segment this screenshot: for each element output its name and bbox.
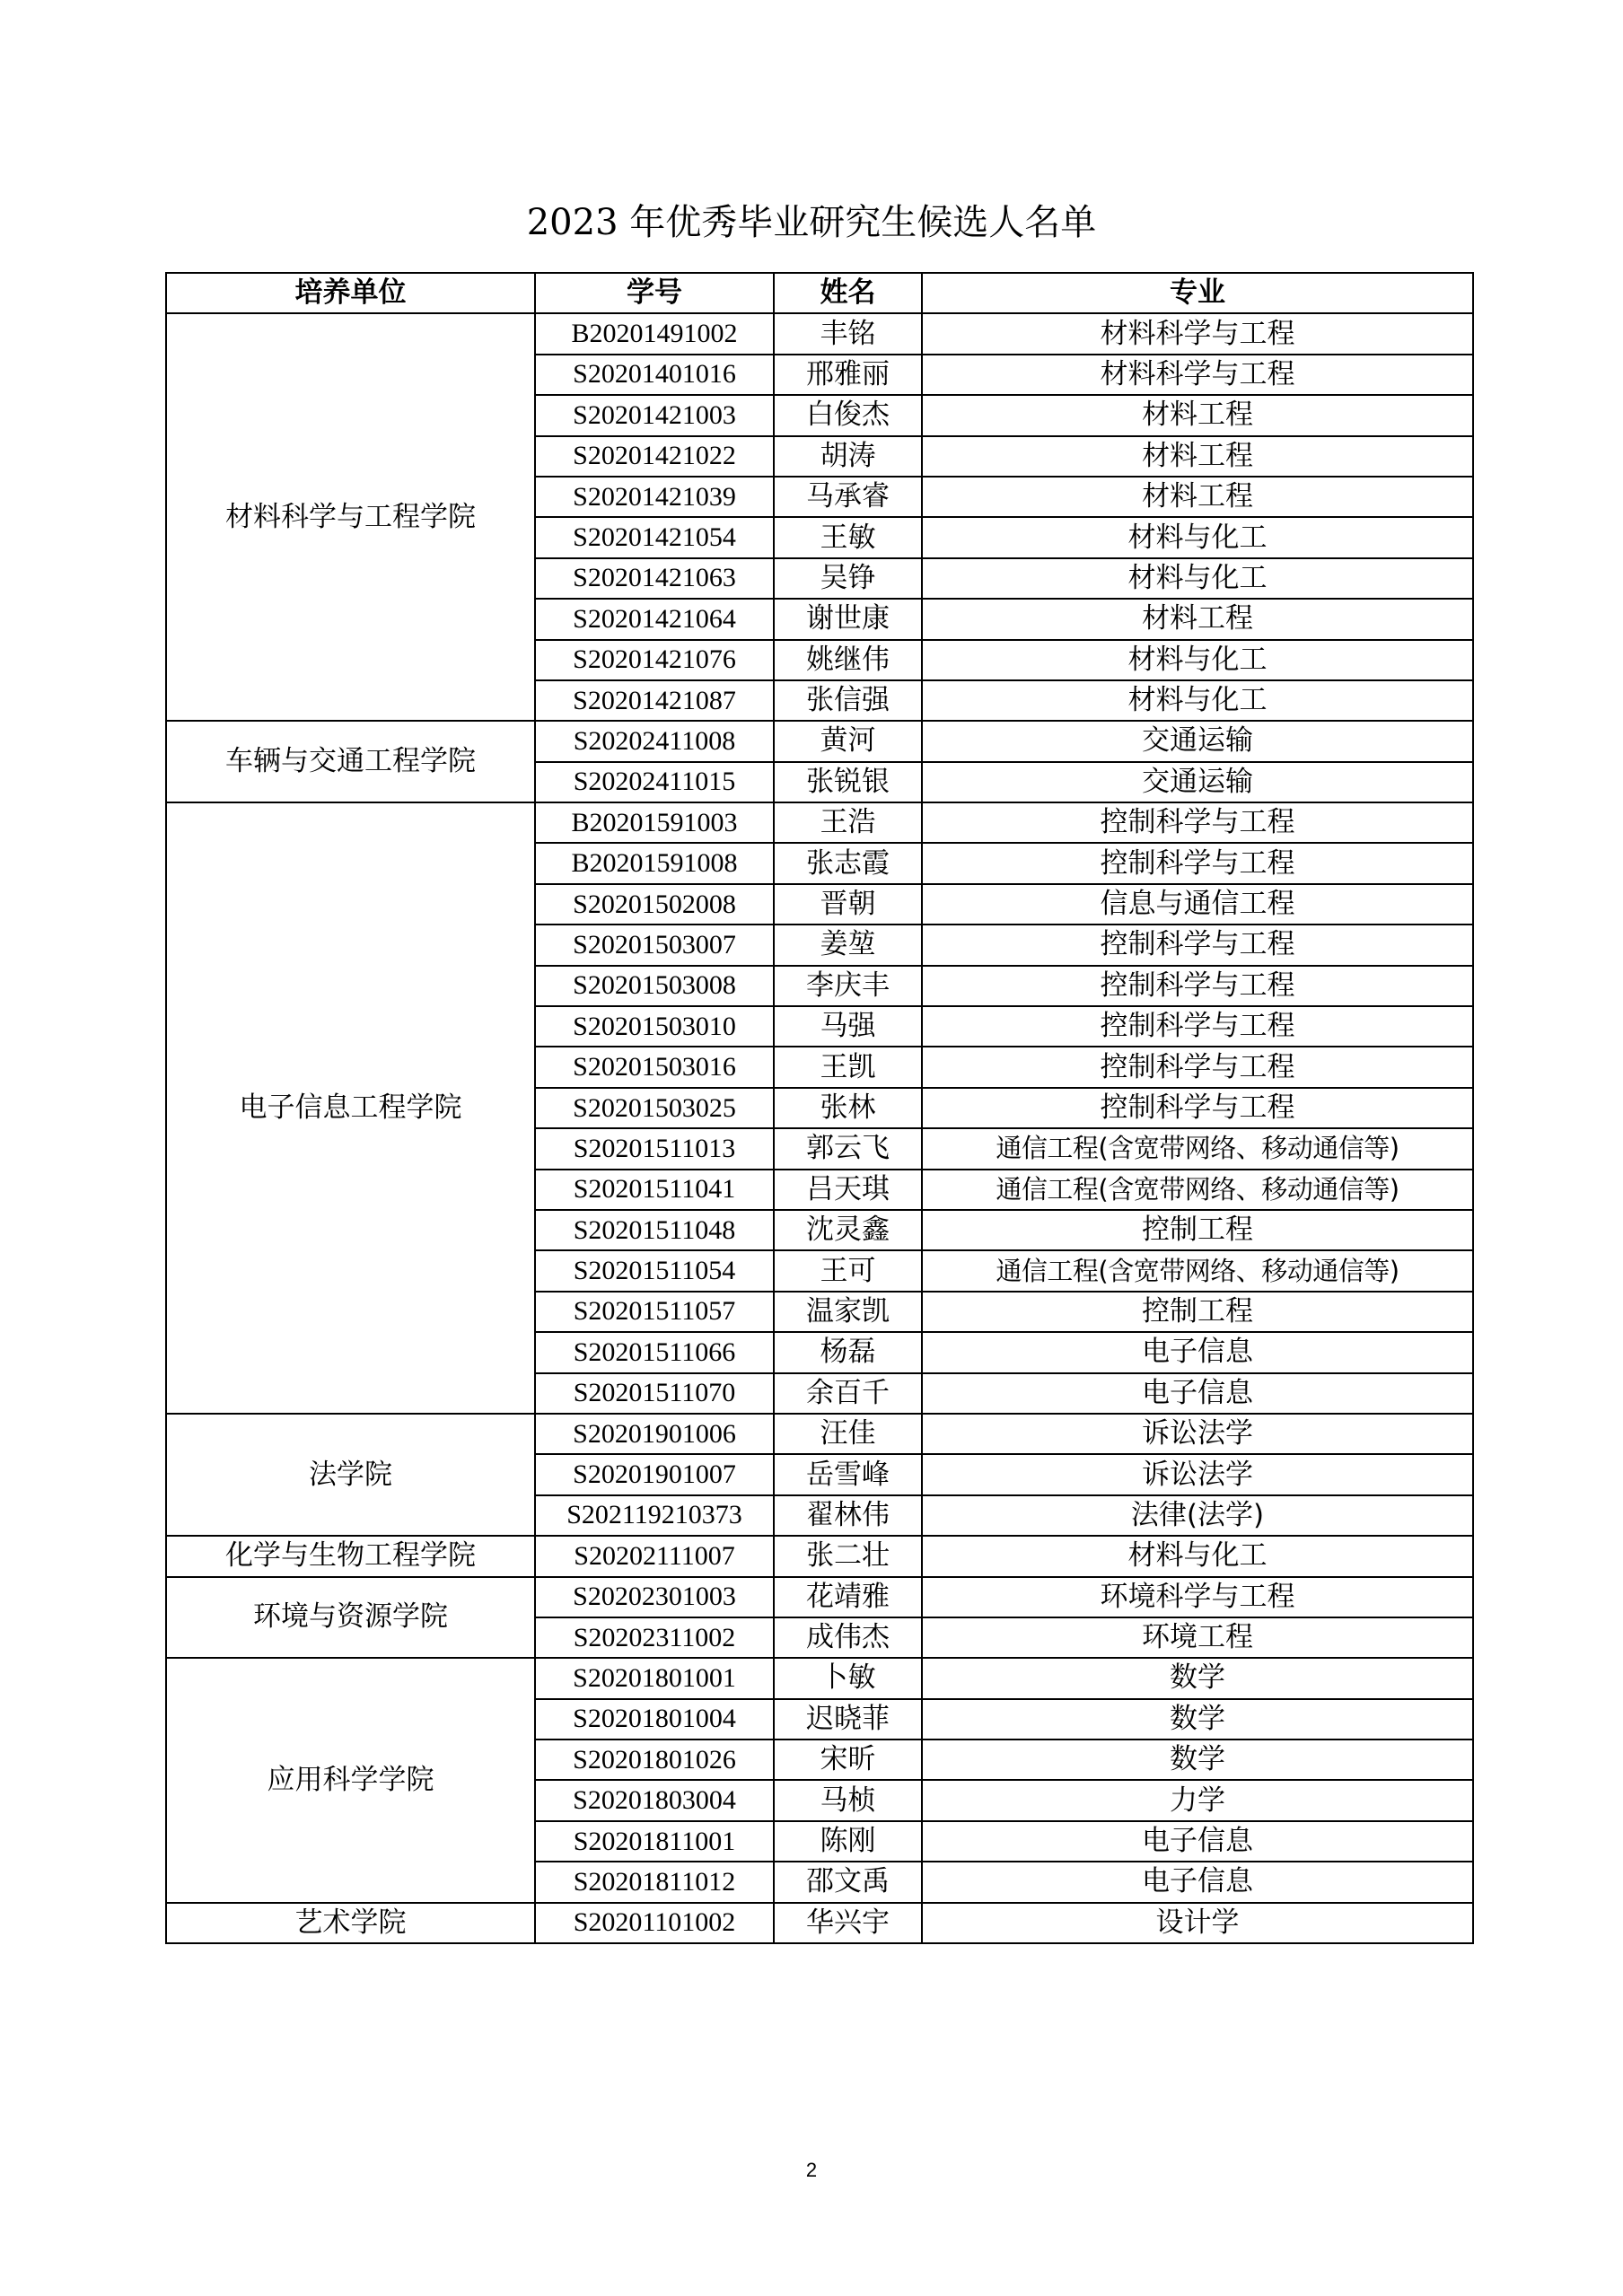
header-major: 专业 — [922, 273, 1473, 313]
student-id-cell: S20202411008 — [535, 721, 774, 761]
student-id-cell: S20202411015 — [535, 762, 774, 802]
student-id-cell: S20201421076 — [535, 640, 774, 680]
name-cell: 吴铮 — [774, 558, 922, 599]
student-id-cell: S20202301003 — [535, 1577, 774, 1617]
name-cell: 卜敏 — [774, 1658, 922, 1698]
table-row — [166, 1414, 1473, 1454]
student-id-cell: S20201811001 — [535, 1821, 774, 1862]
name-cell: 迟晓菲 — [774, 1699, 922, 1740]
name-cell: 翟林伟 — [774, 1495, 922, 1536]
major-cell: 力学 — [922, 1780, 1473, 1820]
student-id-cell: S20201421003 — [535, 395, 774, 435]
major-cell: 环境工程 — [922, 1617, 1473, 1658]
name-cell: 郭云飞 — [774, 1128, 922, 1169]
table-row — [166, 1577, 1473, 1617]
table-row — [166, 1536, 1473, 1576]
table-body — [166, 313, 1473, 1943]
major-cell: 材料工程 — [922, 395, 1473, 435]
name-cell: 华兴宇 — [774, 1903, 922, 1943]
unit-cell: 法学院 — [166, 1414, 535, 1536]
name-cell: 张锐银 — [774, 762, 922, 802]
major-cell: 材料与化工 — [922, 517, 1473, 557]
name-cell: 张林 — [774, 1088, 922, 1128]
major-cell: 材料科学与工程 — [922, 313, 1473, 354]
name-cell: 邵文禹 — [774, 1862, 922, 1902]
name-cell: 余百千 — [774, 1373, 922, 1414]
student-id-cell: B20201591008 — [535, 843, 774, 883]
major-cell: 材料与化工 — [922, 640, 1473, 680]
major-cell: 控制科学与工程 — [922, 1006, 1473, 1047]
major-cell: 材料工程 — [922, 436, 1473, 477]
name-cell: 陈刚 — [774, 1821, 922, 1862]
name-cell: 姜堃 — [774, 925, 922, 965]
major-cell: 通信工程(含宽带网络、移动通信等) — [922, 1250, 1473, 1291]
unit-cell: 艺术学院 — [166, 1903, 535, 1943]
major-cell: 通信工程(含宽带网络、移动通信等) — [922, 1128, 1473, 1169]
major-cell: 材料与化工 — [922, 1536, 1473, 1576]
student-id-cell: S20201502008 — [535, 884, 774, 925]
student-id-cell: S20202311002 — [535, 1617, 774, 1658]
major-cell: 控制工程 — [922, 1292, 1473, 1332]
major-cell: 电子信息 — [922, 1332, 1473, 1372]
student-id-cell: S20201511048 — [535, 1210, 774, 1250]
name-cell: 王浩 — [774, 802, 922, 843]
major-cell: 交通运输 — [922, 762, 1473, 802]
name-cell: 温家凯 — [774, 1292, 922, 1332]
table-row — [166, 1658, 1473, 1698]
unit-cell: 材料科学与工程学院 — [166, 313, 535, 721]
student-id-cell: S20201801026 — [535, 1740, 774, 1780]
student-id-cell: S20201503007 — [535, 925, 774, 965]
major-cell: 控制科学与工程 — [922, 966, 1473, 1006]
major-cell: 控制科学与工程 — [922, 843, 1473, 883]
major-cell: 通信工程(含宽带网络、移动通信等) — [922, 1170, 1473, 1210]
student-id-cell: S20201811012 — [535, 1862, 774, 1902]
major-cell: 数学 — [922, 1658, 1473, 1698]
name-cell: 马桢 — [774, 1780, 922, 1820]
name-cell: 晋朝 — [774, 884, 922, 925]
student-id-cell: B20201491002 — [535, 313, 774, 354]
header-row — [166, 273, 1473, 313]
student-id-cell: S20201421087 — [535, 680, 774, 721]
header-student-id: 学号 — [535, 273, 774, 313]
major-cell: 诉讼法学 — [922, 1414, 1473, 1454]
unit-cell: 电子信息工程学院 — [166, 802, 535, 1414]
name-cell: 吕天琪 — [774, 1170, 922, 1210]
student-id-cell: S20201511013 — [535, 1128, 774, 1169]
student-id-cell: S20201801004 — [535, 1699, 774, 1740]
name-cell: 胡涛 — [774, 436, 922, 477]
name-cell: 花靖雅 — [774, 1577, 922, 1617]
unit-cell: 化学与生物工程学院 — [166, 1536, 535, 1576]
student-id-cell: S20201421022 — [535, 436, 774, 477]
table-header — [166, 273, 1473, 313]
name-cell: 沈灵鑫 — [774, 1210, 922, 1250]
student-id-cell: S20201511054 — [535, 1250, 774, 1291]
major-cell: 数学 — [922, 1699, 1473, 1740]
major-cell: 控制科学与工程 — [922, 925, 1473, 965]
student-id-cell: S20201803004 — [535, 1780, 774, 1820]
major-cell: 电子信息 — [922, 1821, 1473, 1862]
student-id-cell: S20201421064 — [535, 599, 774, 639]
major-cell: 诉讼法学 — [922, 1454, 1473, 1494]
name-cell: 丰铭 — [774, 313, 922, 354]
name-cell: 马强 — [774, 1006, 922, 1047]
major-cell: 信息与通信工程 — [922, 884, 1473, 925]
student-id-cell: S20201511041 — [535, 1170, 774, 1210]
name-cell: 宋昕 — [774, 1740, 922, 1780]
student-id-cell: S20201421054 — [535, 517, 774, 557]
name-cell: 邢雅丽 — [774, 355, 922, 395]
student-id-cell: S20201101002 — [535, 1903, 774, 1943]
student-id-cell: S20201401016 — [535, 355, 774, 395]
major-cell: 控制工程 — [922, 1210, 1473, 1250]
name-cell: 白俊杰 — [774, 395, 922, 435]
student-id-cell: S20201421063 — [535, 558, 774, 599]
header-name: 姓名 — [774, 273, 922, 313]
table-row — [166, 721, 1473, 761]
student-id-cell: S202119210373 — [535, 1495, 774, 1536]
name-cell: 杨磊 — [774, 1332, 922, 1372]
page-title: 2023 年优秀毕业研究生候选人名单 — [526, 202, 1097, 243]
major-cell: 法律(法学) — [922, 1495, 1473, 1536]
candidate-table — [165, 272, 1474, 1944]
name-cell: 谢世康 — [774, 599, 922, 639]
student-id-cell: S20202111007 — [535, 1536, 774, 1576]
name-cell: 王可 — [774, 1250, 922, 1291]
page-number: 2 — [805, 2159, 818, 2181]
student-id-cell: S20201421039 — [535, 477, 774, 517]
table-row — [166, 1903, 1473, 1943]
student-id-cell: S20201503016 — [535, 1047, 774, 1087]
name-cell: 黄河 — [774, 721, 922, 761]
unit-cell: 应用科学学院 — [166, 1658, 535, 1902]
major-cell: 控制科学与工程 — [922, 802, 1473, 843]
student-id-cell: B20201591003 — [535, 802, 774, 843]
major-cell: 材料科学与工程 — [922, 355, 1473, 395]
table-row — [166, 313, 1473, 354]
name-cell: 李庆丰 — [774, 966, 922, 1006]
major-cell: 电子信息 — [922, 1862, 1473, 1902]
major-cell: 控制科学与工程 — [922, 1047, 1473, 1087]
major-cell: 数学 — [922, 1740, 1473, 1780]
name-cell: 成伟杰 — [774, 1617, 922, 1658]
name-cell: 王敏 — [774, 517, 922, 557]
major-cell: 设计学 — [922, 1903, 1473, 1943]
major-cell: 环境科学与工程 — [922, 1577, 1473, 1617]
name-cell: 张二壮 — [774, 1536, 922, 1576]
student-id-cell: S20201511057 — [535, 1292, 774, 1332]
student-id-cell: S20201503008 — [535, 966, 774, 1006]
name-cell: 张信强 — [774, 680, 922, 721]
major-cell: 电子信息 — [922, 1373, 1473, 1414]
major-cell: 材料与化工 — [922, 680, 1473, 721]
student-id-cell: S20201901007 — [535, 1454, 774, 1494]
student-id-cell: S20201503025 — [535, 1088, 774, 1128]
header-unit: 培养单位 — [166, 273, 535, 313]
major-cell: 交通运输 — [922, 721, 1473, 761]
major-cell: 材料与化工 — [922, 558, 1473, 599]
student-id-cell: S20201801001 — [535, 1658, 774, 1698]
student-id-cell: S20201511066 — [535, 1332, 774, 1372]
student-id-cell: S20201503010 — [535, 1006, 774, 1047]
name-cell: 张志霞 — [774, 843, 922, 883]
student-id-cell: S20201511070 — [535, 1373, 774, 1414]
name-cell: 岳雪峰 — [774, 1454, 922, 1494]
unit-cell: 车辆与交通工程学院 — [166, 721, 535, 802]
table-row — [166, 802, 1473, 843]
major-cell: 控制科学与工程 — [922, 1088, 1473, 1128]
student-id-cell: S20201901006 — [535, 1414, 774, 1454]
name-cell: 姚继伟 — [774, 640, 922, 680]
name-cell: 王凯 — [774, 1047, 922, 1087]
name-cell: 汪佳 — [774, 1414, 922, 1454]
name-cell: 马承睿 — [774, 477, 922, 517]
major-cell: 材料工程 — [922, 477, 1473, 517]
unit-cell: 环境与资源学院 — [166, 1577, 535, 1659]
major-cell: 材料工程 — [922, 599, 1473, 639]
